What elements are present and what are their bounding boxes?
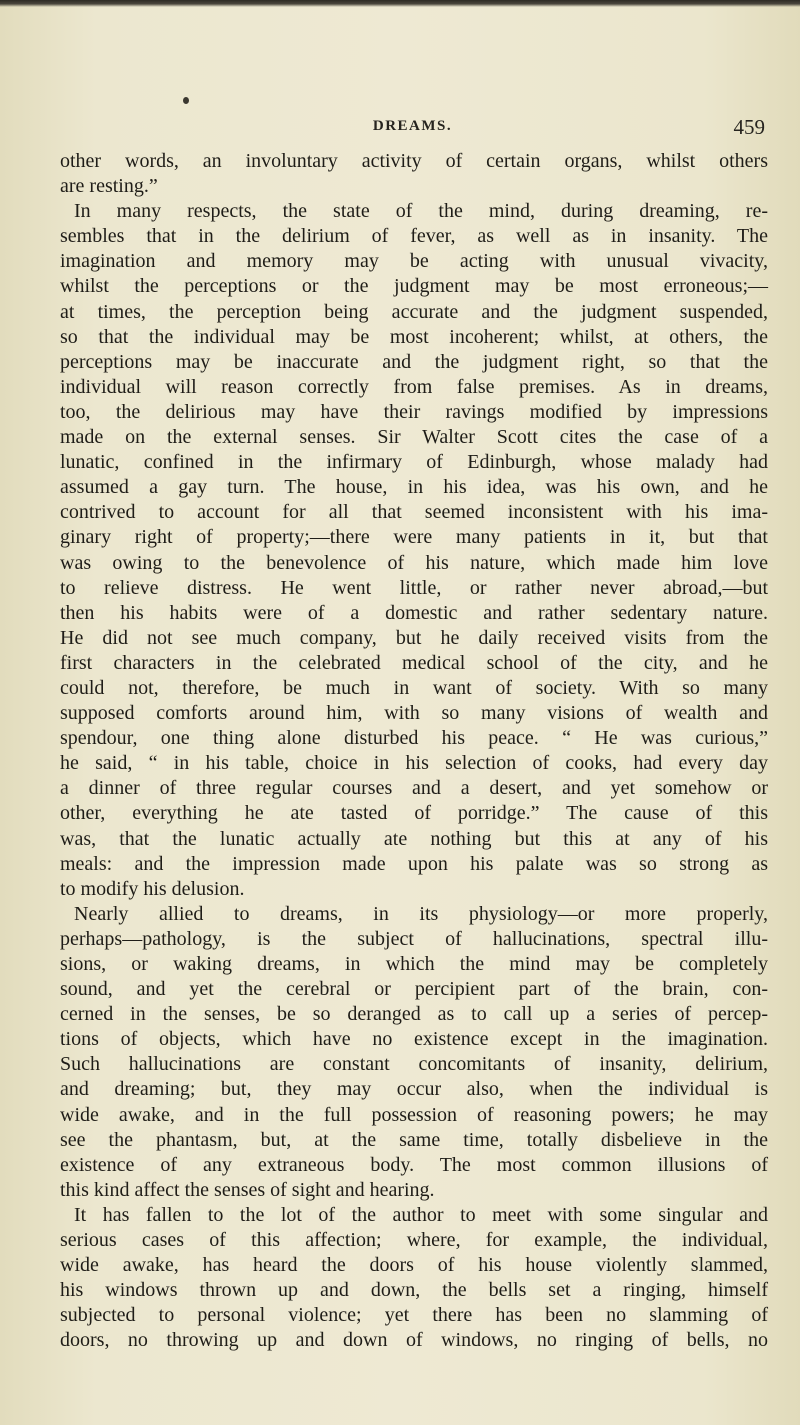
text-line: spendour, one thing alone disturbed his peace. “ He was curious,” bbox=[60, 727, 768, 750]
text-line: his windows thrown up and down, the bells set a ringing, himself bbox=[60, 1279, 768, 1302]
text-line: contrived to account for all that seemed inconsistent with his ima- bbox=[60, 501, 768, 524]
scan-top-edge bbox=[0, 0, 800, 7]
text-line: whilst the perceptions or the judgment may be most erroneous;— bbox=[60, 275, 768, 298]
text-line: meals: and the impression made upon his palate was so strong as bbox=[60, 852, 768, 875]
text-line: he said, “ in his table, choice in his selection of cooks, had every day bbox=[60, 752, 768, 775]
text-line: are resting.” bbox=[60, 175, 158, 198]
text-line: sembles that in the delirium of fever, as well as in insanity. The bbox=[60, 225, 768, 248]
text-line: perhaps—pathology, is the subject of hallucinations, spectral illu- bbox=[60, 927, 768, 950]
text-line: sound, and yet the cerebral or percipient part of the brain, con- bbox=[60, 978, 768, 1001]
running-head bbox=[60, 115, 765, 142]
text-line: lunatic, confined in the infirmary of Edinburgh, whose malady had bbox=[60, 451, 768, 474]
text-line: Such hallucinations are constant concomitants of insanity, delirium, bbox=[60, 1053, 768, 1076]
text-line: at times, the perception being accurate and the judgment suspended, bbox=[60, 300, 768, 323]
running-title: DREAMS. bbox=[372, 118, 453, 134]
text-line: so that the individual may be most incoherent; whilst, at others, the bbox=[60, 325, 768, 348]
ink-speck bbox=[183, 97, 189, 104]
text-line: Nearly allied to dreams, in its physiology—or more properly, bbox=[74, 902, 768, 925]
text-line: assumed a gay turn. The house, in his idea, was his own, and he bbox=[60, 476, 768, 499]
text-line: to relieve distress. He went little, or rather never abroad,—but bbox=[60, 576, 768, 599]
text-line: imagination and memory may be acting with unusual vivacity, bbox=[60, 250, 768, 273]
text-line: In many respects, the state of the mind, during dreaming, re- bbox=[74, 200, 768, 223]
text-line: He did not see much company, but he daily received visits from the bbox=[60, 626, 768, 649]
text-line: subjected to personal violence; yet there has been no slamming of bbox=[60, 1304, 768, 1327]
text-line: existence of any extraneous body. The most common illusions of bbox=[60, 1153, 768, 1176]
text-line: then his habits were of a domestic and rather sedentary nature. bbox=[60, 601, 768, 624]
text-line: was owing to the benevolence of his nature, which made him love bbox=[60, 551, 768, 574]
text-line: was, that the lunatic actually ate nothing but this at any of his bbox=[60, 827, 768, 850]
text-line: and dreaming; but, they may occur also, when the individual is bbox=[60, 1078, 768, 1101]
text-line: doors, no throwing up and down of windows, no ringing of bells, no bbox=[60, 1329, 768, 1352]
text-line: wide awake, has heard the doors of his house violently slammed, bbox=[60, 1254, 768, 1277]
text-line: too, the delirious may have their ravings modified by impressions bbox=[60, 400, 768, 423]
text-line: serious cases of this affection; where, for example, the individual, bbox=[60, 1229, 768, 1252]
body-text bbox=[60, 149, 768, 1354]
text-line: ginary right of property;—there were many patients in it, but that bbox=[60, 526, 768, 549]
text-line: It has fallen to the lot of the author to meet with some singular and bbox=[74, 1203, 768, 1226]
text-line: perceptions may be inaccurate and the judgment right, so that the bbox=[60, 350, 768, 373]
page-number: 459 bbox=[733, 115, 765, 139]
text-line: could not, therefore, be much in want of society. With so many bbox=[60, 676, 768, 699]
text-line: tions of objects, which have no existence except in the imagination. bbox=[60, 1028, 768, 1051]
text-line: supposed comforts around him, with so many visions of wealth and bbox=[60, 702, 768, 725]
text-line: see the phantasm, but, at the same time, totally disbelieve in the bbox=[60, 1128, 768, 1151]
text-line: cerned in the senses, be so deranged as to call up a series of percep- bbox=[60, 1003, 768, 1026]
text-line: made on the external senses. Sir Walter Scott cites the case of a bbox=[60, 426, 768, 449]
text-line: wide awake, and in the full possession of reasoning powers; he may bbox=[60, 1103, 768, 1126]
text-line: individual will reason correctly from false premises. As in dreams, bbox=[60, 375, 768, 398]
text-line: other words, an involuntary activity of certain organs, whilst others bbox=[60, 150, 768, 172]
text-line: a dinner of three regular courses and a desert, and yet somehow or bbox=[60, 777, 768, 800]
text-line: first characters in the celebrated medical school of the city, and he bbox=[60, 651, 768, 674]
text-line: sions, or waking dreams, in which the mind may be completely bbox=[60, 953, 768, 975]
text-line: to modify his delusion. bbox=[60, 877, 245, 900]
text-line: other, everything he ate tasted of porridge.” The cause of this bbox=[60, 802, 768, 825]
text-line: this kind affect the senses of sight and hearing. bbox=[60, 1178, 435, 1201]
